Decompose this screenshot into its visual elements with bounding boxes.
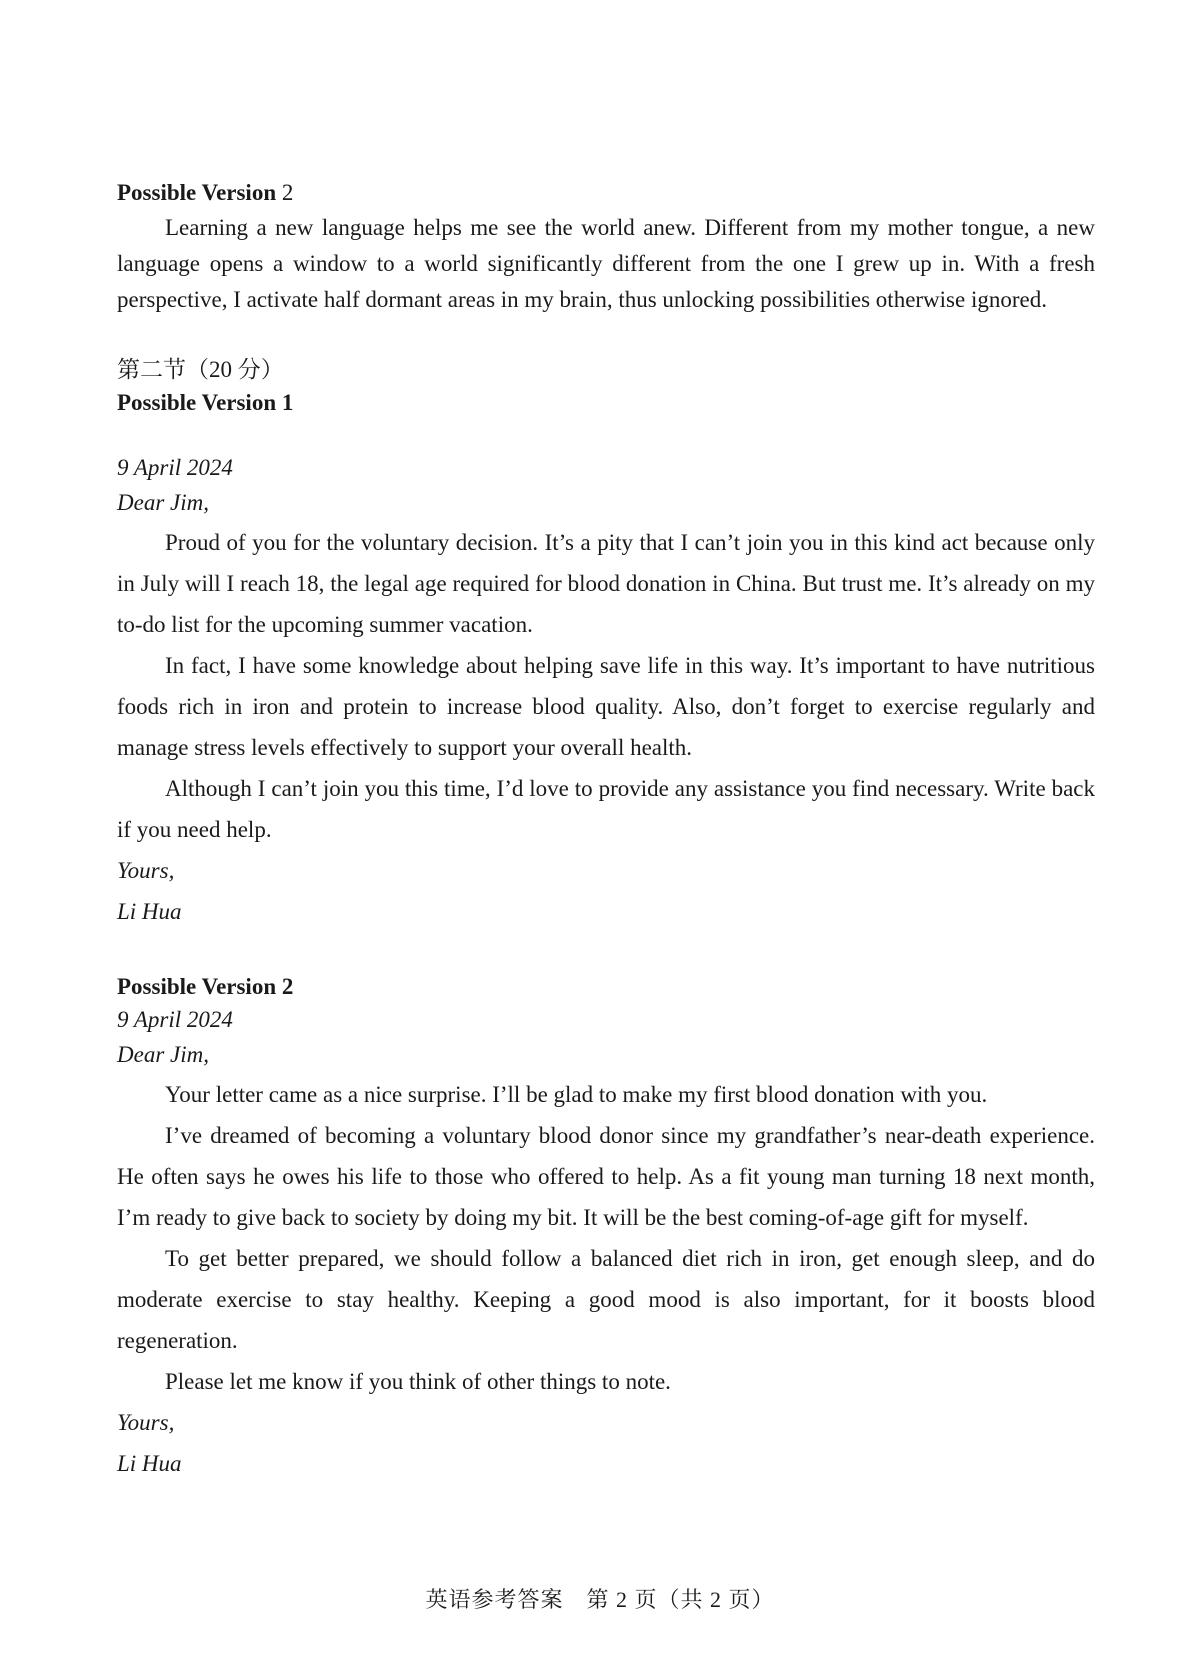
block1-heading-number: 2 [281, 180, 294, 205]
version2-date: 9 April 2024 [117, 1007, 233, 1032]
document-page [117, 178, 1095, 1484]
block1-heading-text: Possible Version [117, 180, 277, 205]
version2-paragraph-1: Your letter came as a nice surprise. I’ll be glad to make my first blood donation with you. [165, 1082, 988, 1107]
block1-paragraph: Learning a new language helps me see the world anew. Different from my mother tongue, a new language opens a window to a world significantly different from the one I grew up in. With a fresh perspective, I activate half dormant areas in my brain, thus unlocking possibilities otherwise ignored. [117, 215, 1095, 312]
section2-label: 第二节（20 分） [117, 357, 284, 382]
version1-paragraph-2: In fact, I have some knowledge about helping save life in this way. It’s important to have nutritious foods rich in iron and protein to increase blood quality. Also, don’t forget to exercise regularly and manage stress levels effectively to support your overall health. [117, 653, 1095, 760]
version1-paragraph-3: Although I can’t join you this time, I’d love to provide any assistance you find necessary. Write back if you need help. [117, 776, 1095, 842]
block1-heading [117, 178, 1095, 208]
version2-paragraph-4: Please let me know if you think of other things to note. [165, 1369, 671, 1394]
version1-paragraph-1: Proud of you for the voluntary decision. It’s a pity that I can’t join you in this kind act because only in July will I reach 18, the legal age required for blood donation in China. But trust me. It’s already on my to-do list for the upcoming summer vacation. [117, 530, 1095, 637]
version1-closing: Yours, [117, 858, 175, 883]
page-footer: 英语参考答案 第 2 页（共 2 页） [425, 1587, 775, 1612]
version2-paragraph-3: To get better prepared, we should follow a balanced diet rich in iron, get enough sleep, and do moderate exercise to stay healthy. Keeping a good mood is also important, for it boosts blood regeneration. [117, 1246, 1095, 1353]
version2-closing: Yours, [117, 1410, 175, 1435]
version1-date: 9 April 2024 [117, 455, 233, 480]
version2-paragraph-2: I’ve dreamed of becoming a voluntary blood donor since my grandfather’s near-death experience. He often says he owes his life to those who offered to help. As a fit young man turning 18 next month, I’m ready to give back to society by doing my bit. It will be the best coming-of-age gift for myself. [117, 1123, 1095, 1230]
version1-heading: Possible Version 1 [117, 390, 294, 415]
version2-heading: Possible Version 2 [117, 974, 294, 999]
version2-greeting: Dear Jim, [117, 1042, 209, 1067]
version1-greeting: Dear Jim, [117, 490, 209, 515]
version2-signature: Li Hua [117, 1451, 182, 1476]
version1-signature: Li Hua [117, 899, 182, 924]
